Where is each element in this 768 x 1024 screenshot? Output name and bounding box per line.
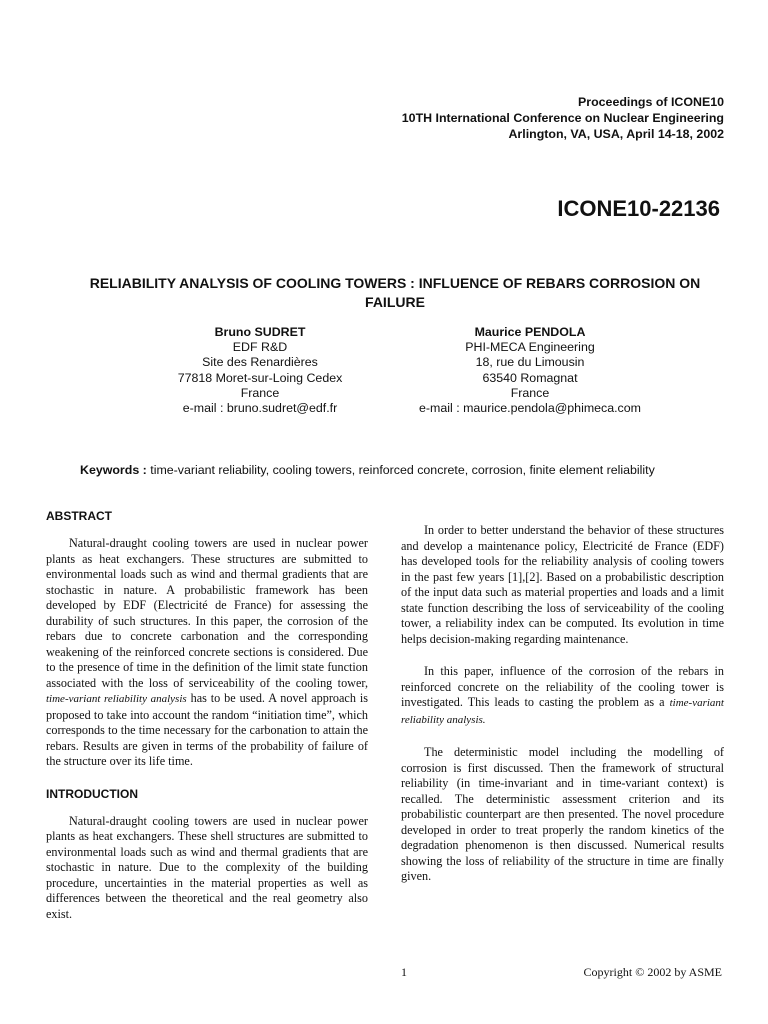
author-affiliation: PHI-MECA Engineering — [465, 340, 595, 355]
author-address-line: 63540 Romagnat — [482, 370, 578, 385]
author-block-1 — [130, 325, 390, 416]
author-name: Maurice PENDOLA — [474, 325, 586, 339]
abstract-text-italic: time-variant reliability analysis — [46, 693, 187, 705]
body-paragraph-2-italic: time-variant reliability analysis. — [401, 697, 724, 726]
abstract-text-a: Natural-draught cooling towers are used in nuclear power plants as heat exchangers. These structures are submitted to environmental loads such as wind and thermal gradients that are stochastic in nature. A probabilistic framework has been developed by EDF (Electricité de France) for assessing the durability of such structures. In this paper, the corrosion of the rebars due to concrete carbonation and the corresponding weakening of the reinforced concrete sections is considered. Due to the presence of time in the definition of the limit state function associated with the loss of serviceability of the cooling tower, — [46, 536, 368, 690]
keywords-label: Keywords : — [80, 463, 147, 477]
author-email: e-mail : maurice.pendola@phimeca.com — [419, 401, 641, 416]
right-column — [401, 523, 724, 902]
left-column — [46, 509, 368, 939]
body-paragraph-3: The deterministic model including the modelling of corrosion is first discussed. Then the framework of structural reliability (in time-invariant and in time-variant context) is recalled. The deterministic assessment criterion and its probabilistic counterpart are then presented. The novel procedure developed in order to treat properly the random kinetics of the degradation phenomenon is then discussed. Numerical results showing the loss of reliability of the structure in time are finally given. — [401, 745, 724, 883]
copyright-notice: Copyright © 2002 by ASME — [583, 965, 722, 979]
paper-id: ICONE10-22136 — [557, 196, 720, 221]
author-country: France — [510, 385, 550, 400]
body-paragraph-2-text: In this paper, influence of the corrosion of the rebars in reinforced concrete on the reliability of the cooling tower is investigated. This leads to casting the problem as a — [401, 664, 724, 709]
abstract-text-b: has to be used. A novel approach is proposed to take into account the random “initiation time”, which corresponds to the time necessary for the carbonation to attain the rebars. Results are given in terms of the probability of failure of the structure over its life time. — [46, 691, 368, 768]
author-name: Bruno SUDRET — [214, 325, 306, 339]
abstract-paragraph — [46, 536, 368, 770]
author-address-line: 77818 Moret-sur-Loing Cedex — [177, 370, 343, 385]
body-paragraph-2 — [401, 664, 724, 728]
author-affiliation: EDF R&D — [232, 340, 288, 355]
keywords-text: time-variant reliability, cooling towers, reinforced concrete, corrosion, finite element reliability — [150, 463, 655, 477]
body-paragraph-1: In order to better understand the behavior of these structures and develop a maintenance policy, Electricité de France (EDF) has developed tools for the reliability analysis of cooling towers in the past few years [1],[2]. Based on a probabilistic description of the input data such as material properties and loads and a limit state function describing the loss of serviceability of the cooling tower, a reliability index can be computed. Its evolution in time helps decision-making regarding maintenance. — [401, 523, 724, 646]
abstract-heading: ABSTRACT — [46, 509, 112, 523]
proceedings-line-1: Proceedings of ICONE10 — [578, 95, 724, 109]
proceedings-line-3: Arlington, VA, USA, April 14-18, 2002 — [508, 127, 724, 141]
author-address-line: Site des Renardières — [202, 355, 318, 370]
introduction-heading: INTRODUCTION — [46, 786, 138, 801]
proceedings-header — [304, 94, 724, 142]
author-email: e-mail : bruno.sudret@edf.fr — [182, 401, 338, 416]
page-number: 1 — [401, 965, 407, 979]
author-address-line: 18, rue du Limousin — [475, 355, 585, 370]
proceedings-line-2: 10TH International Conference on Nuclear Engineering — [401, 111, 724, 125]
author-country: France — [240, 385, 280, 400]
author-block-2 — [400, 325, 660, 416]
keywords-line — [80, 463, 740, 477]
introduction-paragraph: Natural-draught cooling towers are used in nuclear power plants as heat exchangers. These shell structures are submitted to environmental loads such as wind and thermal gradients that are stochastic in nature. Due to the complexity of the building procedure, uncertainties in the material properties as well as differences between the theoretical and the real geometry also exist. — [46, 813, 368, 921]
paper-title: RELIABILITY ANALYSIS OF COOLING TOWERS : INFLUENCE OF REBARS CORROSION ON FAILURE — [89, 275, 701, 310]
